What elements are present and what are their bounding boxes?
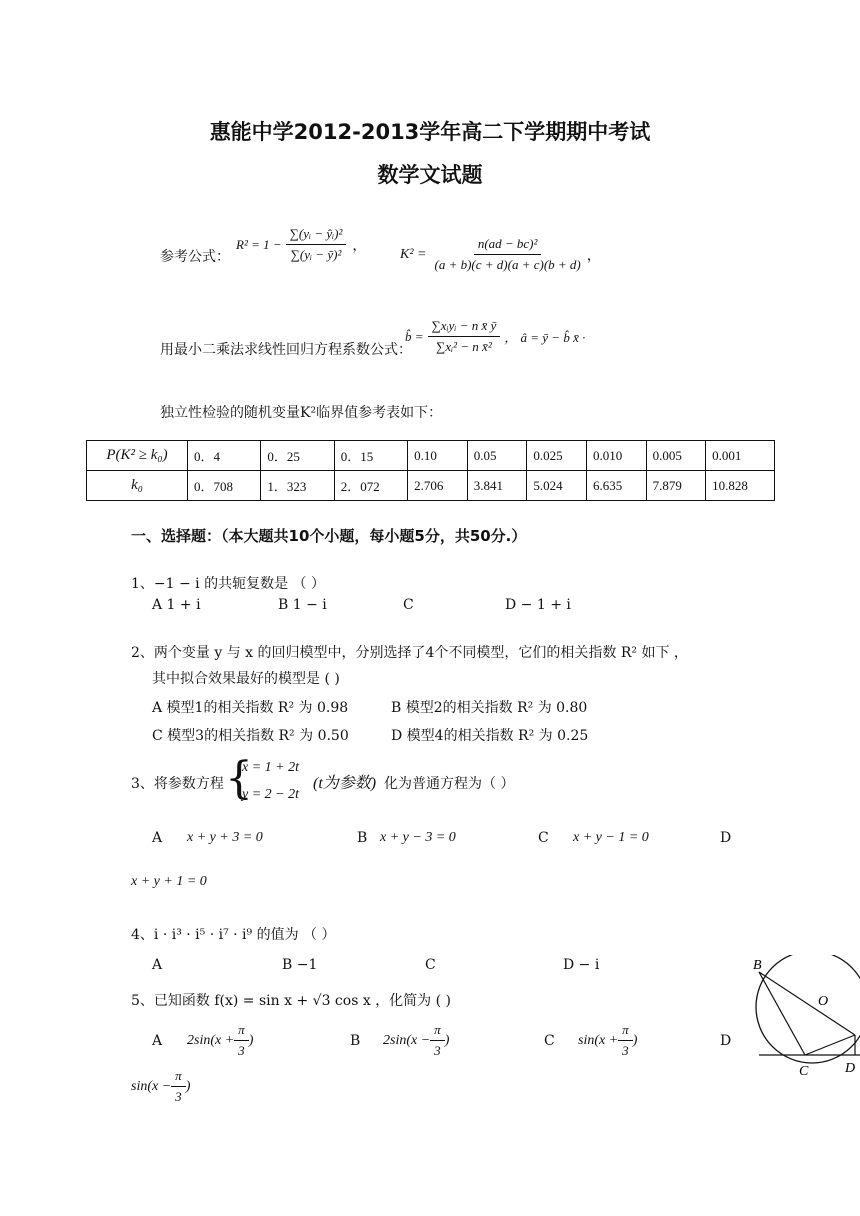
question-5-option-d-label: D <box>720 1033 732 1049</box>
close-paren: ) <box>632 1032 638 1048</box>
question-3-suffix: 化为普通方程为（ ） <box>384 776 515 792</box>
question-2-stem: 2、两个变量 y 与 x 的回归模型中，分别选择了4个不同模型，它们的相关指数 R² 如下 ， <box>131 645 688 661</box>
critical-value-table <box>86 440 775 501</box>
denominator-three: 3 <box>175 1089 182 1104</box>
question-1-option-c: C <box>403 597 414 613</box>
question-2-option-c: C 模型3的相关指数 R² 为 0.50 <box>152 728 349 744</box>
r-squared-formula <box>236 226 366 263</box>
b-hat-lhs: b̂ = <box>405 328 424 344</box>
close-paren: ) <box>185 1078 191 1094</box>
denominator-three: 3 <box>622 1043 629 1058</box>
table-cell: 2．072 <box>334 471 407 501</box>
question-3-prefix: 3、将参数方程 <box>131 776 224 792</box>
k2-denominator: (a + b)(c + d)(a + c)(b + d) <box>434 257 581 272</box>
question-3-option-b: x + y − 3 = 0 <box>380 830 456 845</box>
b-hat-formula <box>405 318 585 355</box>
segment-bc <box>759 972 805 1055</box>
question-2-option-a: A 模型1的相关指数 R² 为 0.98 <box>152 700 349 716</box>
b-hat-fraction <box>428 318 501 355</box>
question-4-option-d: D − i <box>563 957 600 973</box>
question-3-option-c: x + y − 1 = 0 <box>573 830 649 845</box>
table-cell: 2.706 <box>408 471 468 501</box>
section-heading: 一、选择题：（本大题共10个小题，每小题5分，共50分.） <box>131 527 527 545</box>
table-cell: 0．15 <box>334 441 407 471</box>
pi-symbol: π <box>430 1022 445 1041</box>
question-4-option-a: A <box>152 957 163 973</box>
k2-lhs: K² = <box>400 246 427 262</box>
pi-over-three <box>618 1022 633 1059</box>
r2-numerator: ∑(yᵢ − ŷᵢ)² <box>286 226 347 245</box>
question-2-option-d: D 模型4的相关指数 R² 为 0.25 <box>391 728 589 744</box>
formula-label: 参考公式： <box>160 249 230 265</box>
question-3-equation-2: y = 2 − 2t <box>242 787 299 802</box>
point-b-label: B <box>753 958 762 973</box>
table-cell: 0．4 <box>188 441 261 471</box>
circle-shape <box>756 955 860 1063</box>
table-cell: 7.879 <box>646 471 706 501</box>
question-3-parameter: (t为参数) <box>313 775 377 792</box>
row-header-probability: P(K² ≥ k₀) <box>87 441 188 471</box>
question-2-option-b: B 模型2的相关指数 R² 为 0.80 <box>391 700 588 716</box>
question-2-stem-line2: 其中拟合效果最好的模型是 ( ) <box>152 671 340 687</box>
option-b-expression: 2sin(x − <box>383 1032 431 1048</box>
table-cell: 6.635 <box>586 471 646 501</box>
pi-over-three <box>234 1022 249 1059</box>
question-5-option-c <box>578 1022 637 1059</box>
pi-over-three <box>430 1022 445 1059</box>
denominator-three: 3 <box>434 1043 441 1058</box>
table-cell: 0.010 <box>586 441 646 471</box>
r2-fraction <box>286 226 347 263</box>
table-cell: 0.10 <box>408 441 468 471</box>
exam-title: 惠能中学2012-2013学年高二下学期期中考试 <box>209 120 651 144</box>
question-4-stem: 4、i · i³ · i⁵ · i⁷ · i⁹ 的值为 （ ） <box>131 927 336 943</box>
point-c-label: C <box>799 1064 809 1079</box>
question-4-option-b: B −1 <box>282 957 318 973</box>
question-5-option-c-label: C <box>544 1033 555 1049</box>
r2-denominator: ∑(yᵢ − ȳ)² <box>290 247 342 262</box>
question-4-option-c: C <box>425 957 436 973</box>
question-5-option-b <box>383 1022 449 1059</box>
separator-comma-2: ， <box>586 248 601 264</box>
denominator-three: 3 <box>238 1043 245 1058</box>
table-cell: 0.05 <box>467 441 527 471</box>
option-a-expression: 2sin(x + <box>187 1032 235 1048</box>
k-squared-formula <box>400 236 601 273</box>
question-5-stem: 5、已知函数 f(x) = sin x + √3 cos x ，化简为 ( ) <box>131 993 451 1009</box>
question-3-option-c-label: C <box>538 830 549 846</box>
pi-symbol: π <box>171 1068 186 1087</box>
pi-over-three <box>171 1068 186 1105</box>
b-hat-denominator: ∑xᵢ² − n x̄² <box>436 339 492 354</box>
table-cell: 0．708 <box>188 471 261 501</box>
question-1-option-a: A 1 + i <box>152 597 201 613</box>
least-squares-label: 用最小二乘法求线性回归方程系数公式： <box>160 342 412 358</box>
table-cell: 10.828 <box>706 471 775 501</box>
separator-comma-1: ， <box>352 238 367 254</box>
question-5-option-a <box>187 1022 253 1059</box>
b-hat-numerator: ∑xᵢyᵢ − n x̄ ȳ <box>428 318 501 337</box>
question-5-option-d <box>131 1068 190 1105</box>
table-cell: 0.001 <box>706 441 775 471</box>
pi-symbol: π <box>234 1022 249 1041</box>
question-3-option-a: x + y + 3 = 0 <box>187 830 263 845</box>
exam-subtitle: 数学文试题 <box>377 163 483 187</box>
table-cell: 5.024 <box>527 471 587 501</box>
close-paren: ) <box>444 1032 450 1048</box>
a-hat-formula: ， â = ȳ − b̂ x̄ · <box>504 330 586 345</box>
row-header-critical: k₀ <box>87 471 188 501</box>
question-1-option-b: B 1 − i <box>278 597 327 613</box>
question-3-option-a-label: A <box>152 830 163 846</box>
question-3-option-b-label: B <box>357 830 368 846</box>
k2-fraction <box>430 236 584 273</box>
question-3-option-d-label: D <box>720 830 732 846</box>
table-cell: 0．25 <box>261 441 334 471</box>
table-cell: 0.025 <box>527 441 587 471</box>
segment-ba <box>759 972 855 1035</box>
question-1-stem: 1、−1 − i 的共轭复数是 （ ） <box>131 576 326 592</box>
question-5-option-b-label: B <box>350 1033 361 1049</box>
question-5-option-a-label: A <box>152 1033 163 1049</box>
r2-lhs: R² = 1 − <box>236 236 282 252</box>
option-c-expression: sin(x + <box>578 1032 619 1048</box>
table-row-probability <box>87 441 775 471</box>
brace-symbol: { <box>225 753 253 804</box>
question-3-equation-1: x = 1 + 2t <box>242 760 299 775</box>
table-cell: 0.005 <box>646 441 706 471</box>
k2-numerator: n(ad − bc)² <box>474 236 542 255</box>
point-o-label: O <box>818 994 829 1009</box>
table-intro: 独立性检验的随机变量K²临界值参考表如下： <box>160 405 443 421</box>
table-cell: 1．323 <box>261 471 334 501</box>
pi-symbol: π <box>618 1022 633 1041</box>
question-1-option-d: D − 1 + i <box>505 597 571 613</box>
point-d-label: D <box>845 1061 856 1076</box>
circle-geometry-figure <box>745 955 860 1080</box>
close-paren: ) <box>248 1032 254 1048</box>
question-3-option-d: x + y + 1 = 0 <box>131 874 207 889</box>
segment-ca <box>805 1035 855 1055</box>
table-cell: 3.841 <box>467 471 527 501</box>
table-row-critical <box>87 471 775 501</box>
option-d-expression: sin(x − <box>131 1078 172 1094</box>
